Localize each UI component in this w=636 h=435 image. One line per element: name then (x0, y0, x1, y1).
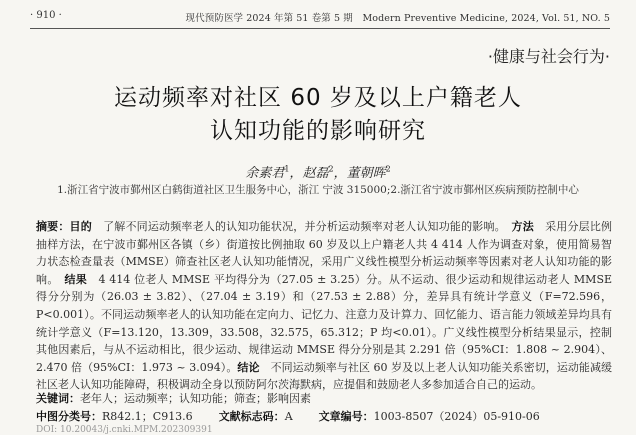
author-name: 董朝晖 (346, 166, 386, 181)
article-title (40, 82, 596, 148)
doc-code-label: 文献标志码： (218, 410, 285, 423)
classification-line (36, 408, 612, 424)
page-number: · 910 · (30, 10, 62, 21)
header-rule (30, 28, 610, 29)
running-header (30, 10, 610, 26)
keywords (36, 390, 612, 406)
author-affiliation-mark: 1 (284, 164, 290, 174)
author-list: 余素君$^1$，赵磊$^2$，董朝晖$^2$ (245, 164, 391, 181)
title-line-1: 运动频率对社区 60 岁及以上户籍老人 (114, 85, 522, 111)
abstract-conclusion: 不同运动频率与社区 60 岁及以上老人认知功能关系密切，运动能减缓社区老人认知功能障碍，积极调动全身以预防阿尔茨海默病，应提倡和鼓励老人多参加适合自己的运动。 (36, 360, 613, 392)
clc-label: 中图分类号： (36, 410, 102, 423)
keywords-label: 关键词： (36, 392, 80, 405)
results-label: 结果 (64, 272, 88, 286)
clc-number: R842.1；C913.6 (102, 410, 193, 423)
abstract-label: 摘要：目的 (36, 220, 92, 233)
title-line-2: 认知功能的影响研究 (210, 118, 426, 144)
author-name: 余素君 (245, 166, 285, 181)
methods-label: 方法 (511, 220, 534, 233)
article-number-label: 文章编号： (318, 410, 374, 423)
doc-code: A (284, 410, 293, 423)
abstract (36, 218, 612, 394)
doi-line: DOI: 10.20043/j.cnki.MPM.202309391 (36, 425, 213, 435)
journal-citation: 现代预防医学 2024 年第 51 卷第 5 期 Modern Preventive Medicine, 2024, Vol. 51, NO. 5 (185, 13, 610, 24)
abstract-objective: 了解不同运动频率老人的认知功能状况，并分析运动频率对老人认知功能的影响。 (103, 220, 501, 233)
author-affiliation-mark: 2 (328, 164, 334, 174)
affiliations: 1.浙江省宁波市鄞州区白鹤街道社区卫生服务中心，浙江 宁波 315000;2.浙江省宁波市鄞州区疾病预防控制中心 (57, 184, 579, 196)
abstract-results: 4 414 位老人 MMSE 平均得分为（27.05 ± 3.25）分。从不运动、很少运动和规律运动老人 MMSE 得分分别为（26.03 ± 3.82）、（27.04 ± 3.19）和（27.53 ± 2.88）分，差异具有统计学意义（F=72.596，P<0.001）。不同运动频率老人的认知功能在定向力、记忆力、注意力及计算力、回忆能力、语言能力领域差异均具有统计学意义（F=13.120，13.309，33.508，32.575，65.312；P 均<0.01）。广义线性模型分析结果显示，控制其他因素后，与从不运动相比，很少运动、规律运动 MMSE 得分分别是其 2.291 倍（95%CI：1.808 ~ 2.904）、2.470 倍（95%CI：1.973 ~ 3.094）。 (36, 272, 613, 374)
author-affiliation-mark: 2 (385, 164, 391, 174)
abstract-methods: 采用分层比例抽样方法，在宁波市鄞州区各镇（乡）街道按比例抽取 60 岁及以上户籍老人共 4 414 人作为调查对象，使用简易智力状态检查量表（MMSE）筛查社区老人认知功能情况，采用广义线性模型分析运动频率等因素对老人认知功能的影响。 (36, 220, 613, 286)
conclusion-label: 结论 (237, 360, 260, 374)
keywords-text: 老年人；运动频率；认知功能；筛查；影响因素 (80, 392, 311, 405)
section-label: ·健康与社会行为· (487, 47, 610, 66)
author-name: 赵磊 (302, 166, 329, 181)
article-number: 1003-8507（2024）05-910-06 (373, 410, 540, 423)
